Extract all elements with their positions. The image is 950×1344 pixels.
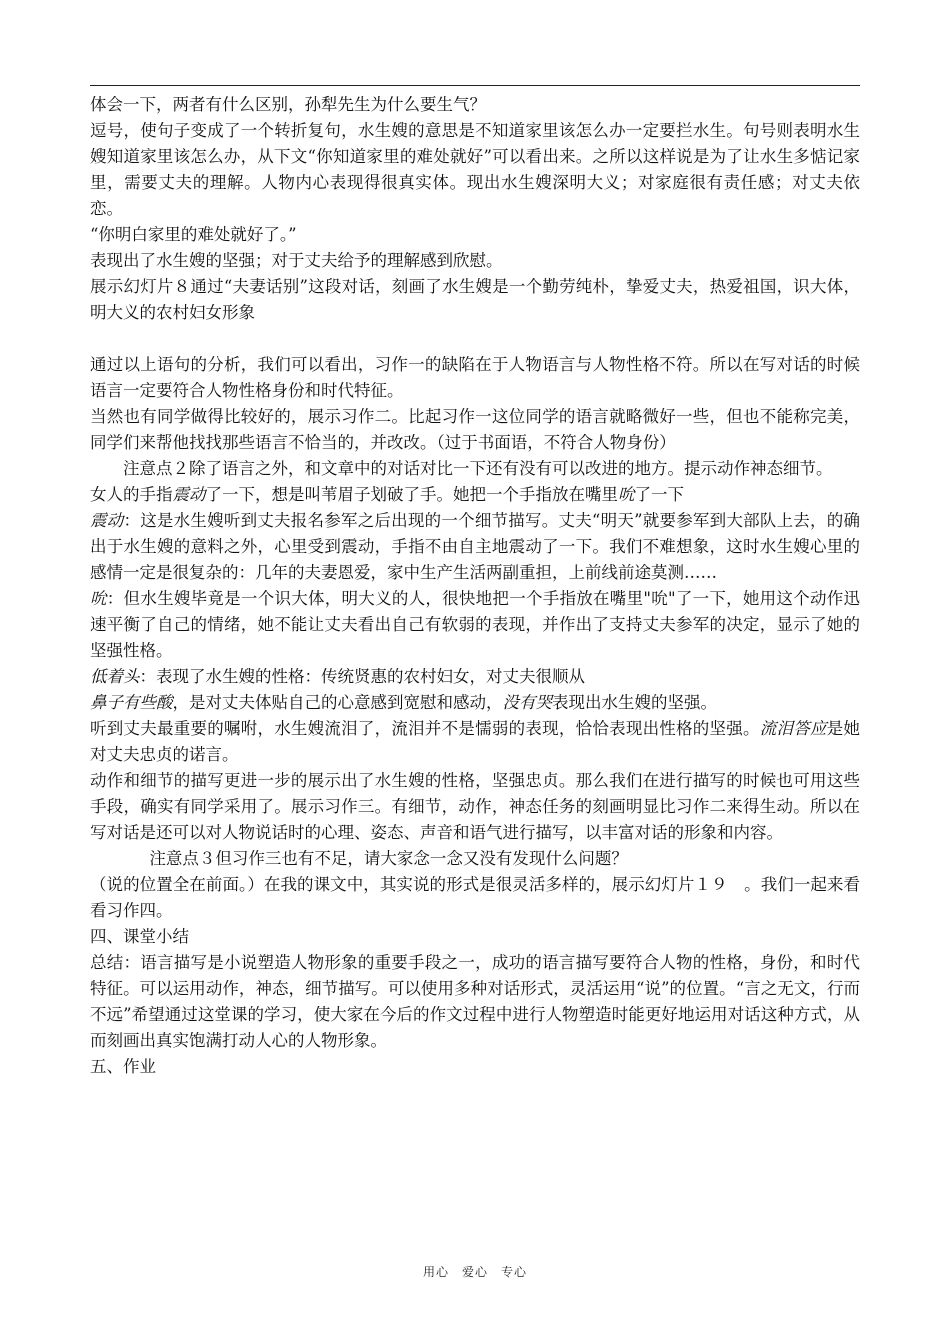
paragraph: 逗号，使句子变成了一个转折复句，水生嫂的意思是不知道家里该怎么办一定要拦水生。句号则表明水生嫂知道家里该怎么办，从下文“你知道家里的难处就好”可以看出来。之所以这样说是为了让水生多惦记家里，需要丈夫的理解。人物内心表现得很真实体。现出水生嫂深明大义；对家庭很有责任感；对丈夫依恋。 (90, 121, 860, 218)
emphasis: 流泪答应 (759, 719, 827, 738)
paragraph: 体会一下，两者有什么区别，孙犁先生为什么要生气？ (90, 95, 486, 114)
section-heading: 五、作业 (90, 1057, 156, 1076)
emphasis: 没有哭 (502, 693, 552, 712)
paragraph: 通过以上语句的分析，我们可以看出，习作一的缺陷在于人物语言与人物性格不符。所以在写对话的时候语言一定要符合人物性格身份和时代特征。 (90, 355, 860, 400)
header-rule (90, 85, 860, 86)
emphasis: 震动 (172, 485, 206, 504)
emphasis: 震动 (90, 511, 124, 530)
paragraph: 吮：但水生嫂毕竟是一个识大体，明大义的人，很快地把一个手指放在嘴里"吮"了一下，她用这个动作迅速平衡了自己的情绪，她不能让丈夫看出自己有软弱的表现，并作出了支持丈夫参军的决定，显示了她的坚强性格。 (90, 589, 861, 660)
paragraph: 鼻子有些酸，是对丈夫体贴自己的心意感到宽慰和感动，没有哭表现出水生嫂的坚强。 (90, 693, 717, 712)
emphasis: 吮 (90, 589, 107, 608)
emphasis: 吮 (618, 485, 635, 504)
paragraph: 动作和细节的描写更进一步的展示出了水生嫂的性格，坚强忠贞。那么我们在进行描写的时候也可用这些手段，确实有同学采用了。展示习作三。有细节，动作，神态任务的刻画明显比习作二来得生动。所以在写对话是还可以对人物说话时的心理、姿态、声音和语气进行描写，以丰富对话的形象和内容。 (90, 771, 860, 842)
section-heading: 四、课堂小结 (90, 927, 189, 946)
paragraph: 表现出了水生嫂的坚强；对于丈夫给予的理解感到欣慰。 (90, 251, 503, 270)
emphasis: 低着头 (90, 667, 140, 686)
emphasis: 鼻子有些酸 (90, 693, 173, 712)
blank-line (90, 326, 860, 352)
document-body (90, 92, 860, 1080)
paragraph: 注意点２除了语言之外，和文章中的对话对比一下还有没有可以改进的地方。提示动作神态细节。 (123, 459, 833, 478)
page-footer: 用心 爱心 专心 (422, 1265, 527, 1279)
paragraph: 听到丈夫最重要的嘱咐，水生嫂流泪了，流泪并不是懦弱的表现，恰恰表现出性格的坚强。流泪答应是她对丈夫忠贞的诺言。 (90, 719, 861, 764)
paragraph: 总结：语言描写是小说塑造人物形象的重要手段之一，成功的语言描写要符合人物的性格，身份，和时代特征。可以运用动作，神态，细节描写。可以使用多种对话形式，灵活运用“说”的位置。“言之无文，行而不远”希望通过这堂课的学习，使大家在今后的作文过程中进行人物塑造时能更好地运用对话这种方式，从而刻画出真实饱满打动人心的人物形象。 (90, 953, 860, 1050)
paragraph: 低着头：表现了水生嫂的性格：传统贤惠的农村妇女，对丈夫很顺从 (90, 667, 585, 686)
paragraph: 注意点３但习作三也有不足，请大家念一念又没有发现什么问题？ (149, 849, 628, 868)
quote-line: “你明白家里的难处就好了。” (90, 225, 297, 244)
paragraph: 展示幻灯片８通过“夫妻话别”这段对话，刻画了水生嫂是一个勤劳纯朴，挚爱丈夫，热爱祖国，识大体，明大义的农村妇女形象 (90, 277, 860, 322)
paragraph: （说的位置全在前面。）在我的课文中，其实说的形式是很灵活多样的，展示幻灯片１９ 。我们一起来看看习作四。 (90, 875, 860, 920)
paragraph: 当然也有同学做得比较好的，展示习作二。比起习作一这位同学的语言就略微好一些，但也不能称完美，同学们来帮他找找那些语言不恰当的，并改改。（过于书面语，不符合人物身份） (90, 407, 860, 452)
paragraph: 震动：这是水生嫂听到丈夫报名参军之后出现的一个细节描写。丈夫“明天”就要参军到大部队上去，的确出于水生嫂的意料之外，心里受到震动，手指不由自主地震动了一下。我们不难想象，这时水生嫂心里的感情一定是很复杂的：几年的夫妻恩爱，家中生产生活两副重担，上前线前途莫测…… (90, 511, 861, 582)
quote-line: 女人的手指震动了一下，想是叫苇眉子划破了手。她把一个手指放在嘴里吮了一下 (90, 485, 684, 504)
